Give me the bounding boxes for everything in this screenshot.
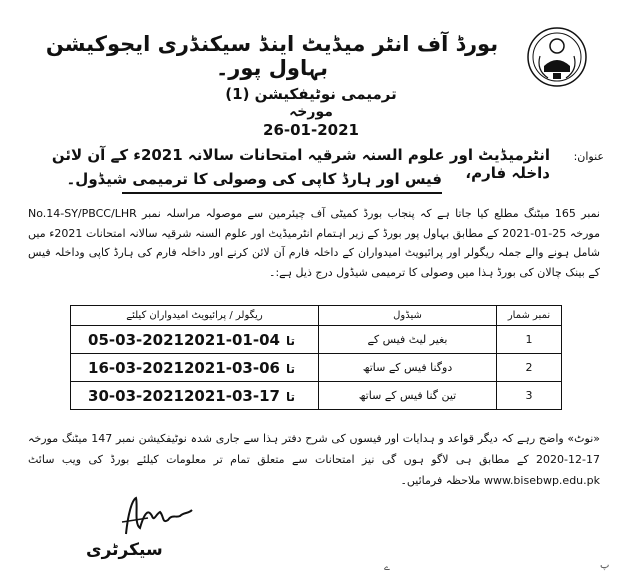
row-serial: 2 <box>497 354 562 382</box>
date-from: 04-01-2021 <box>183 330 280 349</box>
header-candidates: ریگولر / پرائیویٹ امیدواران کیلئے <box>71 306 319 326</box>
row-serial: 3 <box>497 382 562 410</box>
corner-mark: ے <box>384 562 390 573</box>
header-serial: نمبر شمار <box>497 306 562 326</box>
amendment-title: ترمیمی نوٹیفکیشن (1) <box>225 85 397 103</box>
subject-line-1: انٹرمیڈیٹ اور علوم السنہ شرقیہ امتحانات سالانہ 2021ء کے آن لائن داخلہ فارم، <box>51 146 550 182</box>
table-header-row <box>71 306 562 326</box>
board-logo-icon <box>526 26 588 88</box>
date-to-word: تا <box>285 389 295 404</box>
row-dates <box>71 354 319 382</box>
subject-line-2: فیس اور ہارڈ کاپی کی وصولی کا ترمیمی شیڈول۔ <box>66 170 442 188</box>
table-row <box>71 326 562 354</box>
header-schedule: شیڈول <box>319 306 497 326</box>
signature-title: سیکرٹری <box>86 540 163 560</box>
board-title: بورڈ آف انٹر میڈیٹ اینڈ سیکنڈری ایجوکیشن بہاول پور۔ <box>45 32 499 80</box>
table-row <box>71 354 562 382</box>
row-dates <box>71 326 319 354</box>
schedule-table <box>70 305 562 410</box>
date-to-word: تا <box>285 361 295 376</box>
date-from: 06-03-2021 <box>183 358 280 377</box>
date-to: 16-03-2021 <box>88 358 184 377</box>
body-paragraph: نمبر 165 میٹنگ مطلع کیا جاتا ہے کہ پنجاب بورڈ کمیٹی آف چیئرمین سے موصولہ مراسلہ نمبر No.14-SY/PBCC/LHR مورخہ 25-01-2021 کے مطابق بہاول پور بورڈ کے زیر اہتمام انٹرمیڈیٹ اور علوم السنہ شرقیہ سالانہ امتحانات 2021ء میں شامل ہونے والے جملہ ریگولر اور پرائیویٹ امیدواران کے داخلہ فارم آن لائن کرنے اور داخلہ فارم کی ہارڈ کاپی وداخلہ فیس کے بینک چالان کی بورڈ ہذا میں وصولی کا ترمیمی شیڈول درج ذیل ہے:۔ <box>28 207 600 279</box>
row-serial: 1 <box>497 326 562 354</box>
row-schedule: بغیر لیٹ فیس کے <box>319 326 497 354</box>
amendment-date: 26-01-2021 <box>263 121 359 139</box>
date-to: 30-03-2021 <box>88 386 184 405</box>
table-row <box>71 382 562 410</box>
note-paragraph: «نوٹ» واضح رہے کہ دیگر قواعد و ہدایات اور فیسوں کی شرح دفتر ہذا سے جاری شدہ نوٹیفکیشن نمبر 147 میٹنگ مورخہ 17-12-2020 کے مطابق ہی لاگو ہوں گی نیز امتحانات سے متعلق تمام تر معلومات کیلئے بورڈ کی ویب سائٹ www.bisebwp.edu.pk ملاحظہ فرمائیں۔ <box>28 432 600 487</box>
date-to: 05-03-2021 <box>88 330 184 349</box>
row-dates <box>71 382 319 410</box>
amendment-date-label: مورخہ <box>289 104 333 120</box>
subject-label: عنوان: <box>573 150 604 163</box>
subject-underline <box>122 192 442 194</box>
date-to-word: تا <box>285 333 295 348</box>
row-schedule: دوگنا فیس کے ساتھ <box>319 354 497 382</box>
date-from: 17-03-2021 <box>183 386 280 405</box>
signature-scribble-icon <box>118 494 198 540</box>
row-schedule: تین گنا فیس کے ساتھ <box>319 382 497 410</box>
corner-mark-2: ﭖ <box>600 560 610 571</box>
